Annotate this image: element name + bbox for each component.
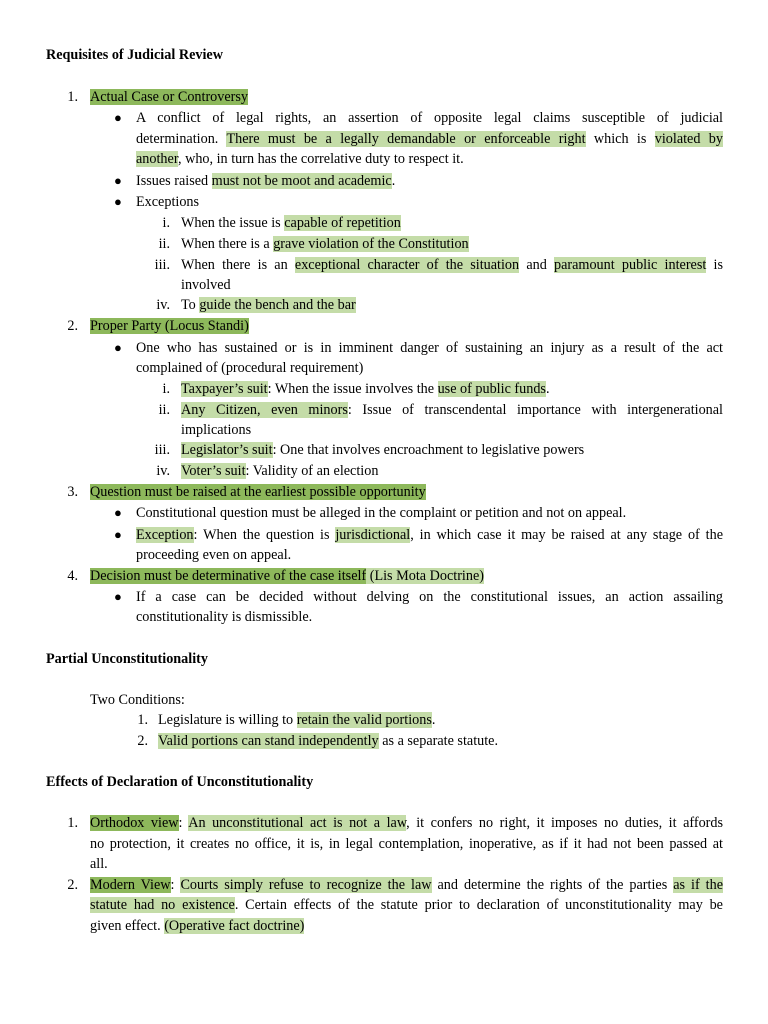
list-item-continuation: implications <box>181 422 252 438</box>
highlight: Legislator’s suit <box>181 442 273 458</box>
bullet-icon: ● <box>114 589 122 604</box>
highlight: use of public funds <box>437 381 546 397</box>
roman-numeral: iv. <box>156 463 170 479</box>
highlight: capable of repetition <box>284 215 401 231</box>
list-item: When the issue is capable of repetition <box>181 215 401 231</box>
list-item-continuation: involved <box>181 277 231 293</box>
section-heading-effects: Effects of Declaration of Unconstitutionality <box>46 774 314 790</box>
highlight: Question must be raised at the earliest possible opportunity <box>90 484 426 500</box>
paragraph-line: Issues raised must not be moot and academic. <box>136 173 396 189</box>
highlight: another <box>136 151 178 167</box>
list-item: To guide the bench and the bar <box>181 297 356 313</box>
paragraph-line: complained of (procedural requirement) <box>136 360 364 376</box>
list-number: 2. <box>137 733 148 749</box>
highlight: There must be a legally demandable or enforceable right <box>226 131 586 147</box>
paragraph-line: Two Conditions: <box>90 692 185 708</box>
paragraph-line: Exceptions <box>136 194 200 210</box>
highlight: Courts simply refuse to recognize the law <box>180 877 432 893</box>
highlight: Voter’s suit <box>181 463 246 479</box>
paragraph-line: Modern View: Courts simply refuse to recognize the law and determine the rights of the parties as if the <box>90 877 723 893</box>
highlight: (Lis Mota Doctrine) <box>366 568 484 584</box>
list-item-title <box>90 88 248 106</box>
list-item: Voter’s suit: Validity of an election <box>181 463 379 479</box>
list-number: 4. <box>67 568 78 584</box>
paragraph-line: A conflict of legal rights, an assertion of opposite legal claims susceptible of judicial <box>136 110 723 126</box>
list-item-title <box>90 483 426 501</box>
list-number: 3. <box>67 484 78 500</box>
bullet-icon: ● <box>114 110 122 125</box>
paragraph-line: proceeding even on appeal. <box>136 547 292 563</box>
list-item: Legislator’s suit: One that involves encroachment to legislative powers <box>181 442 585 458</box>
bullet-icon: ● <box>114 194 122 209</box>
highlight: Proper Party (Locus Standi) <box>90 318 249 334</box>
roman-numeral: ii. <box>158 402 170 418</box>
highlight: Exception <box>136 527 194 543</box>
roman-numeral: i. <box>162 381 170 397</box>
roman-numeral: ii. <box>158 236 170 252</box>
roman-numeral: i. <box>162 215 170 231</box>
highlight: jurisdictional <box>335 527 411 543</box>
list-item: When there is a grave violation of the Constitution <box>181 236 469 252</box>
paragraph-line: given effect. (Operative fact doctrine) <box>90 918 305 934</box>
paragraph-line: constitutionality is dismissible. <box>136 609 313 625</box>
list-number: 2. <box>67 318 78 334</box>
highlight: Valid portions can stand independently <box>158 733 379 749</box>
paragraph-line: another, who, in turn has the correlative duty to respect it. <box>136 151 464 167</box>
highlight: paramount public interest <box>554 257 707 273</box>
list-item: Valid portions can stand independently as a separate statute. <box>158 733 499 749</box>
bullet-icon: ● <box>114 340 122 355</box>
paragraph-line: Orthodox view: An unconstitutional act is not a law, it confers no right, it imposes no duties, it affords <box>90 815 724 831</box>
paragraph-line: One who has sustained or is in imminent danger of sustaining an injury as a result of the act <box>136 340 723 356</box>
list-item: When there is an exceptional character of the situation and paramount public interest is <box>181 257 723 273</box>
paragraph-line: no protection, it creates no office, it is, in legal contemplation, inoperative, as if it had not been passed at <box>90 836 723 852</box>
highlight: retain the valid portions <box>296 712 432 728</box>
highlight: grave violation of the Constitution <box>273 236 469 252</box>
list-item: Taxpayer’s suit: When the issue involves the use of public funds. <box>181 381 550 397</box>
list-number: 1. <box>67 89 78 105</box>
highlight: Orthodox view <box>90 815 179 831</box>
highlight: An unconstitutional act is not a law <box>188 815 407 831</box>
highlight: Actual Case or Controversy <box>90 89 248 105</box>
highlight: (Operative fact doctrine) <box>164 918 305 934</box>
highlight: guide the bench and the bar <box>199 297 356 313</box>
list-number: 2. <box>67 877 78 893</box>
bullet-icon: ● <box>114 505 122 520</box>
highlight: Decision must be determinative of the case itself <box>90 568 367 584</box>
highlight: Any Citizen, even minors <box>181 402 348 418</box>
highlight: Taxpayer’s suit <box>181 381 268 397</box>
highlight: violated by <box>654 131 723 147</box>
section-heading-requisites: Requisites of Judicial Review <box>46 47 223 63</box>
highlight: must not be moot and academic <box>211 173 392 189</box>
highlight: exceptional character of the situation <box>294 257 520 273</box>
list-item: Any Citizen, even minors: Issue of transcendental importance with intergenerational <box>181 402 723 418</box>
bullet-icon: ● <box>114 527 122 542</box>
paragraph-line: statute had no existence. Certain effects of the statute prior to declaration of unconstitutionality may be <box>90 897 723 913</box>
roman-numeral: iii. <box>154 442 170 458</box>
paragraph-line: Constitutional question must be alleged in the complaint or petition and not on appeal. <box>136 505 627 521</box>
highlight: Modern View <box>90 877 171 893</box>
paragraph-line: Exception: When the question is jurisdictional, in which case it may be raised at any stage of the <box>136 527 723 543</box>
paragraph-line: determination. There must be a legally demandable or enforceable right which is violated by <box>136 131 723 147</box>
section-heading-partial: Partial Unconstitutionality <box>46 651 208 667</box>
list-item-title <box>90 317 249 335</box>
bullet-icon: ● <box>114 173 122 188</box>
highlight: as if the <box>673 877 723 893</box>
highlight: statute had no existence <box>90 897 235 913</box>
list-item-title <box>90 567 484 585</box>
list-item: Legislature is willing to retain the valid portions. <box>158 712 436 728</box>
roman-numeral: iv. <box>156 297 170 313</box>
roman-numeral: iii. <box>154 257 170 273</box>
list-number: 1. <box>67 815 78 831</box>
paragraph-line: If a case can be decided without delving on the constitutional issues, an action assailing <box>136 589 723 605</box>
paragraph-line: all. <box>90 856 108 872</box>
list-number: 1. <box>137 712 148 728</box>
